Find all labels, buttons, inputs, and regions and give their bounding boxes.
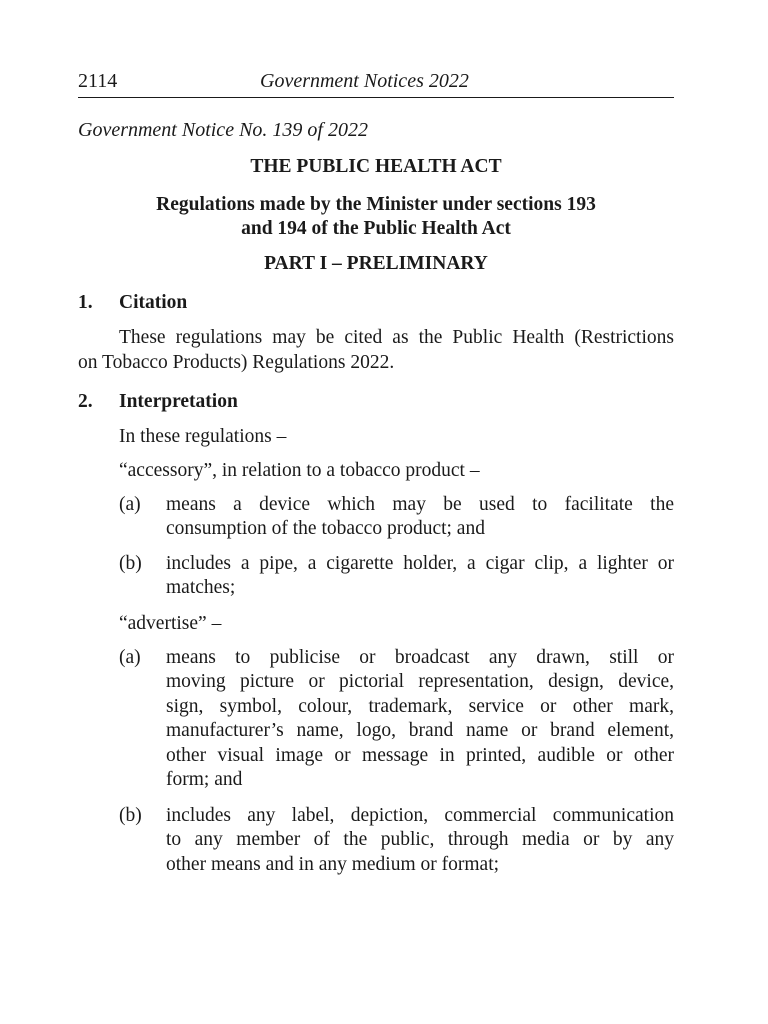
act-title: THE PUBLIC HEALTH ACT [250,156,502,177]
item-label: (a) [119,494,141,515]
item-text-line: consumption of the tobacco product; and [166,518,485,539]
definition-term-advertise: “advertise” – [119,613,222,634]
section-title-interpretation: Interpretation [119,391,238,412]
interpretation-intro: In these regulations – [119,426,287,447]
notice-number: Government Notice No. 139 of 2022 [78,119,368,141]
definition-term-accessory: “accessory”, in relation to a tobacco product – [119,460,480,481]
item-text-line: sign, symbol, colour, trademark, service or other mark, [166,696,674,717]
item-text-line: means to publicise or broadcast any drawn, still or [166,647,674,668]
item-text-line: matches; [166,577,236,598]
item-text-line: includes a pipe, a cigarette holder, a cigar clip, a lighter or [166,553,674,574]
item-text-line: moving picture or pictorial representation, design, device, [166,671,674,692]
part-title: PART I – PRELIMINARY [264,253,488,274]
section-number: 2. [78,391,93,412]
regulations-title-line-2: and 194 of the Public Health Act [241,218,511,239]
section-number: 1. [78,292,93,313]
item-text-line: to any member of the public, through media or by any [166,829,674,850]
section-title-citation: Citation [119,292,188,313]
item-label: (b) [119,805,142,826]
item-text-line: other means and in any medium or format; [166,854,500,875]
item-text-line: includes any label, depiction, commercial communication [166,805,674,826]
item-label: (a) [119,647,141,668]
running-title: Government Notices 2022 [260,70,469,92]
page-header [78,67,674,98]
citation-text-line-2: on Tobacco Products) Regulations 2022. [78,352,395,373]
item-text-line: means a device which may be used to facilitate the [166,494,674,515]
regulations-title-line-1: Regulations made by the Minister under sections 193 [156,194,596,215]
item-text-line: form; and [166,769,243,790]
citation-text-line-1: These regulations may be cited as the Public Health (Restrictions [119,327,674,348]
item-text-line: manufacturer’s name, logo, brand name or brand element, [166,720,674,741]
page-number: 2114 [78,70,118,92]
item-label: (b) [119,553,142,574]
item-text-line: other visual image or message in printed, audible or other [166,745,674,766]
